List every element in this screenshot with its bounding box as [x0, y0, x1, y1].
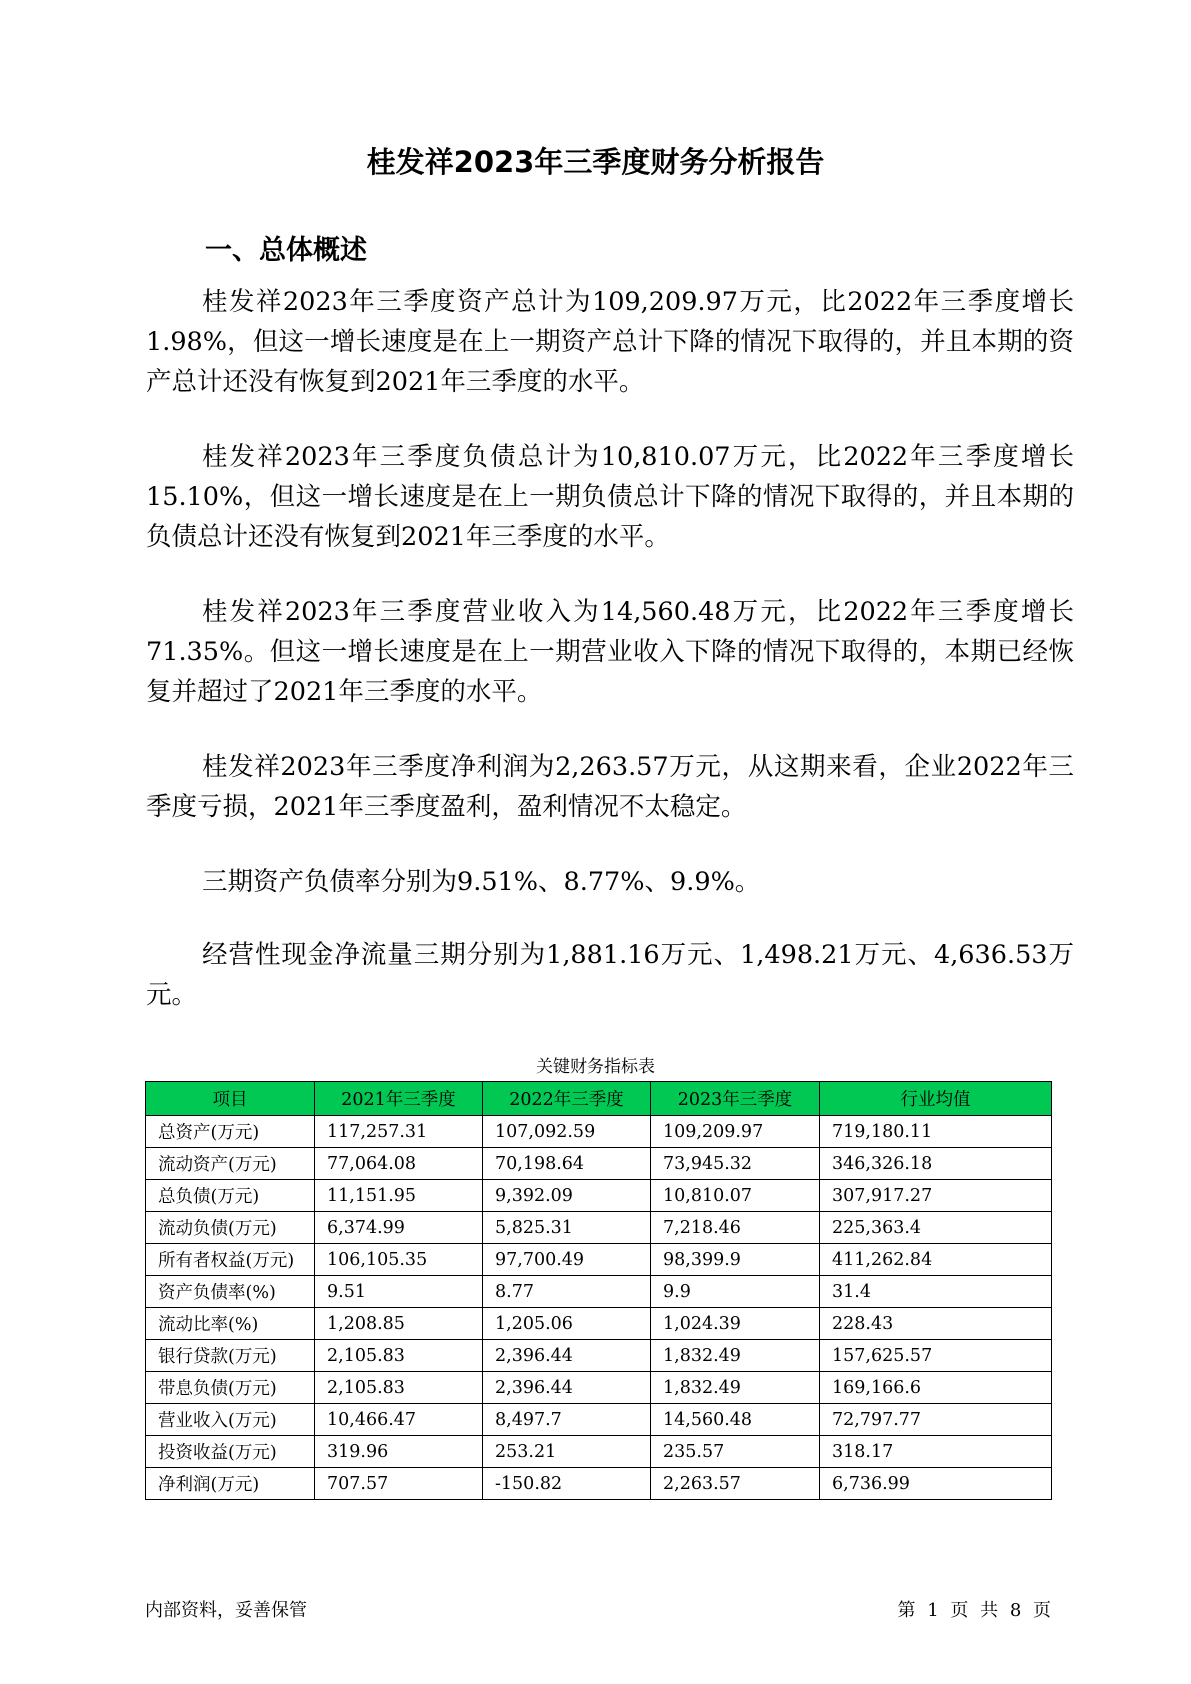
table-cell: 253.21: [483, 1436, 651, 1468]
table-cell: 14,560.48: [651, 1404, 820, 1436]
table-cell: 8.77: [483, 1276, 651, 1308]
table-row: [146, 1404, 1052, 1436]
section-heading: 一、总体概述: [205, 235, 367, 266]
table-cell: 5,825.31: [483, 1212, 651, 1244]
table-cell: -150.82: [483, 1468, 651, 1500]
table-cell: 228.43: [820, 1308, 1052, 1340]
table-cell: 169,166.6: [820, 1372, 1052, 1404]
table-cell: 1,024.39: [651, 1308, 820, 1340]
table-row: [146, 1244, 1052, 1276]
table-row-label: 银行贷款(万元): [146, 1340, 315, 1372]
table-cell: 11,151.95: [315, 1180, 483, 1212]
table-cell: 707.57: [315, 1468, 483, 1500]
table-cell: 9,392.09: [483, 1180, 651, 1212]
table-row: [146, 1148, 1052, 1180]
table-cell: 10,466.47: [315, 1404, 483, 1436]
table-row: [146, 1212, 1052, 1244]
table-cell: 97,700.49: [483, 1244, 651, 1276]
header-2023q3: 2023年三季度: [651, 1082, 820, 1116]
table-row: [146, 1180, 1052, 1212]
table-row: [146, 1468, 1052, 1500]
table-cell: 73,945.32: [651, 1148, 820, 1180]
table-row-label: 净利润(万元): [146, 1468, 315, 1500]
table-row-label: 带息负债(万元): [146, 1372, 315, 1404]
table-row: [146, 1308, 1052, 1340]
table-cell: 1,832.49: [651, 1340, 820, 1372]
table-row-label: 总负债(万元): [146, 1180, 315, 1212]
table-row-label: 总资产(万元): [146, 1116, 315, 1148]
table-cell: 318.17: [820, 1436, 1052, 1468]
table-cell: 411,262.84: [820, 1244, 1052, 1276]
table-cell: 109,209.97: [651, 1116, 820, 1148]
table-row-label: 流动负债(万元): [146, 1212, 315, 1244]
table-cell: 107,092.59: [483, 1116, 651, 1148]
table-cell: 2,396.44: [483, 1340, 651, 1372]
table-cell: 9.51: [315, 1276, 483, 1308]
table-cell: 2,105.83: [315, 1340, 483, 1372]
table-cell: 2,105.83: [315, 1372, 483, 1404]
table-cell: 72,797.77: [820, 1404, 1052, 1436]
table-cell: 98,399.9: [651, 1244, 820, 1276]
table-cell: 719,180.11: [820, 1116, 1052, 1148]
table-cell: 157,625.57: [820, 1340, 1052, 1372]
header-industry-average: 行业均值: [820, 1082, 1052, 1116]
table-cell: 1,208.85: [315, 1308, 483, 1340]
overview-paragraph-net-profit: 桂发祥2023年三季度净利润为2,263.57万元，从这期来看，企业2022年三季度亏损，2021年三季度盈利，盈利情况不太稳定。: [146, 752, 1074, 822]
table-row: [146, 1372, 1052, 1404]
table-cell: 6,736.99: [820, 1468, 1052, 1500]
overview-paragraph-liabilities: 桂发祥2023年三季度负债总计为10,810.07万元，比2022年三季度增长15.10%，但这一增长速度是在上一期负债总计下降的情况下取得的，并且本期的负债总计还没有恢复到2021年三季度的水平。: [146, 442, 1074, 552]
header-2022q3: 2022年三季度: [483, 1082, 651, 1116]
table-row: [146, 1116, 1052, 1148]
footer-page-number: 第 1 页 共 8 页: [897, 1600, 1051, 1621]
table-cell: 6,374.99: [315, 1212, 483, 1244]
overview-paragraph-debt-ratio: 三期资产负债率分别为9.51%、8.77%、9.9%。: [202, 867, 761, 897]
table-cell: 10,810.07: [651, 1180, 820, 1212]
header-2021q3: 2021年三季度: [315, 1082, 483, 1116]
table-cell: 8,497.7: [483, 1404, 651, 1436]
table-cell: 319.96: [315, 1436, 483, 1468]
table-cell: 307,917.27: [820, 1180, 1052, 1212]
header-item: 项目: [146, 1082, 315, 1116]
table-cell: 9.9: [651, 1276, 820, 1308]
table-row: [146, 1276, 1052, 1308]
table-cell: 1,205.06: [483, 1308, 651, 1340]
table-row-label: 投资收益(万元): [146, 1436, 315, 1468]
table-row-label: 所有者权益(万元): [146, 1244, 315, 1276]
table-cell: 225,363.4: [820, 1212, 1052, 1244]
table-cell: 70,198.64: [483, 1148, 651, 1180]
table-cell: 7,218.46: [651, 1212, 820, 1244]
key-financial-indicators-table: [145, 1081, 1052, 1500]
table-caption: 关键财务指标表: [536, 1057, 655, 1077]
table-cell: 106,105.35: [315, 1244, 483, 1276]
table-cell: 235.57: [651, 1436, 820, 1468]
table-cell: 2,263.57: [651, 1468, 820, 1500]
table-row: [146, 1436, 1052, 1468]
table-row-label: 流动资产(万元): [146, 1148, 315, 1180]
table-cell: 31.4: [820, 1276, 1052, 1308]
table-cell: 346,326.18: [820, 1148, 1052, 1180]
table-row: [146, 1340, 1052, 1372]
table-cell: 77,064.08: [315, 1148, 483, 1180]
table-cell: 117,257.31: [315, 1116, 483, 1148]
table-cell: 2,396.44: [483, 1372, 651, 1404]
table-cell: 1,832.49: [651, 1372, 820, 1404]
table-row-label: 流动比率(%): [146, 1308, 315, 1340]
overview-paragraph-assets: 桂发祥2023年三季度资产总计为109,209.97万元，比2022年三季度增长1.98%，但这一增长速度是在上一期资产总计下降的情况下取得的，并且本期的资产总计还没有恢复到2021年三季度的水平。: [146, 287, 1074, 397]
overview-paragraph-revenue: 桂发祥2023年三季度营业收入为14,560.48万元，比2022年三季度增长71.35%。但这一增长速度是在上一期营业收入下降的情况下取得的，本期已经恢复并超过了2021年三季度的水平。: [146, 597, 1074, 707]
page-title: 桂发祥2023年三季度财务分析报告: [366, 145, 825, 179]
table-row-label: 资产负债率(%): [146, 1276, 315, 1308]
table-header-row: [146, 1082, 1052, 1116]
footer-confidential-note: 内部资料，妥善保管: [145, 1600, 307, 1621]
table-row-label: 营业收入(万元): [146, 1404, 315, 1436]
overview-paragraph-cash-flow: 经营性现金净流量三期分别为1,881.16万元、1,498.21万元、4,636.53万元。: [146, 940, 1074, 1010]
